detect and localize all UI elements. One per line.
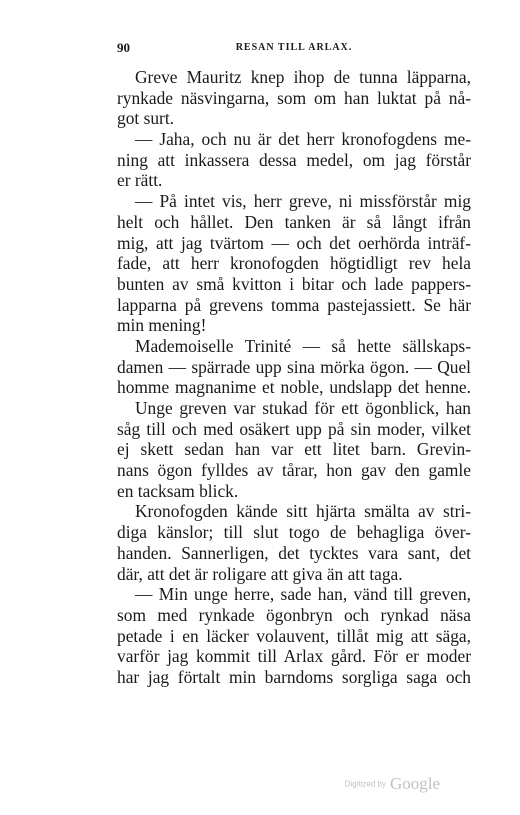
watermark-brand: Google (389, 774, 440, 793)
text-line: got surt. (117, 108, 175, 129)
text-line: som med rynkade ögonbryn och rynkad näsa (117, 604, 471, 625)
text-line: Greve Mauritz knep ihop de tunna läpparna, (135, 67, 471, 87)
text-line: damen — spärrade upp sina mörka ögon. — Quel (117, 356, 471, 377)
text-line: såg till och med osäkert upp på sin moder, vilket (117, 418, 471, 439)
text-line: er rätt. (117, 170, 163, 191)
digitized-watermark (345, 774, 440, 794)
text-line: mig, att jag tvärtom — och det oerhörda inträf- (117, 232, 471, 253)
text-line: Mademoiselle Trinité — så hette sällskaps- (135, 335, 471, 356)
text-line: fade, att herr kronofogden högtidligt rev hela (117, 253, 471, 274)
text-line: rynkade näsvingarna, som om han luktat på nå- (117, 87, 471, 108)
text-line: helt och hållet. Den tanken är så långt ifrån (117, 211, 471, 232)
body-text (117, 67, 471, 688)
text-line: — På intet vis, herr greve, ni missförstår mig (135, 191, 471, 212)
running-head: RESAN TILL ARLAX. (235, 42, 353, 53)
text-line: Unge greven var stukad för ett ögonblick, han (135, 398, 471, 418)
text-line: bunten av små kvitton i bitar och lade pappers- (117, 273, 471, 294)
page-number: 90 (117, 40, 130, 55)
text-line: ej skett sedan han var ett litet barn. Grevin- (117, 439, 471, 460)
text-line: varför jag kommit till Arlax gård. För er moder (117, 646, 471, 667)
text-line: handen. Sannerligen, det tycktes vara sant, det (117, 542, 471, 563)
page-header (117, 40, 471, 56)
text-line: en tacksam blick. (117, 480, 239, 501)
text-line: där, att det är roligare att giva än att taga. (117, 563, 403, 584)
text-line: homme magnanime et noble, undslapp det henne. (117, 377, 471, 398)
watermark-prefix: Digitized by (344, 779, 386, 789)
text-line: min mening! (117, 315, 207, 336)
text-line: ning att inkassera dessa medel, om jag förstår (117, 149, 471, 170)
text-line: har jag förtalt min barndoms sorgliga saga och (117, 666, 471, 687)
text-line: Kronofogden kände sitt hjärta smälta av stri- (135, 501, 471, 522)
text-line: lapparna på grevens tomma pastejassiett. Se här (117, 294, 471, 315)
text-line: nans ögon fylldes av tårar, hon gav den gamle (117, 460, 471, 481)
text-line: petade i en läcker volauvent, tillåt mig att säga, (117, 625, 471, 646)
text-line: diga känslor; till slut togo de behagliga över- (117, 522, 471, 543)
text-line: — Min unge herre, sade han, vänd till greven, (135, 584, 471, 605)
text-line: — Jaha, och nu är det herr kronofogdens me- (135, 129, 471, 150)
